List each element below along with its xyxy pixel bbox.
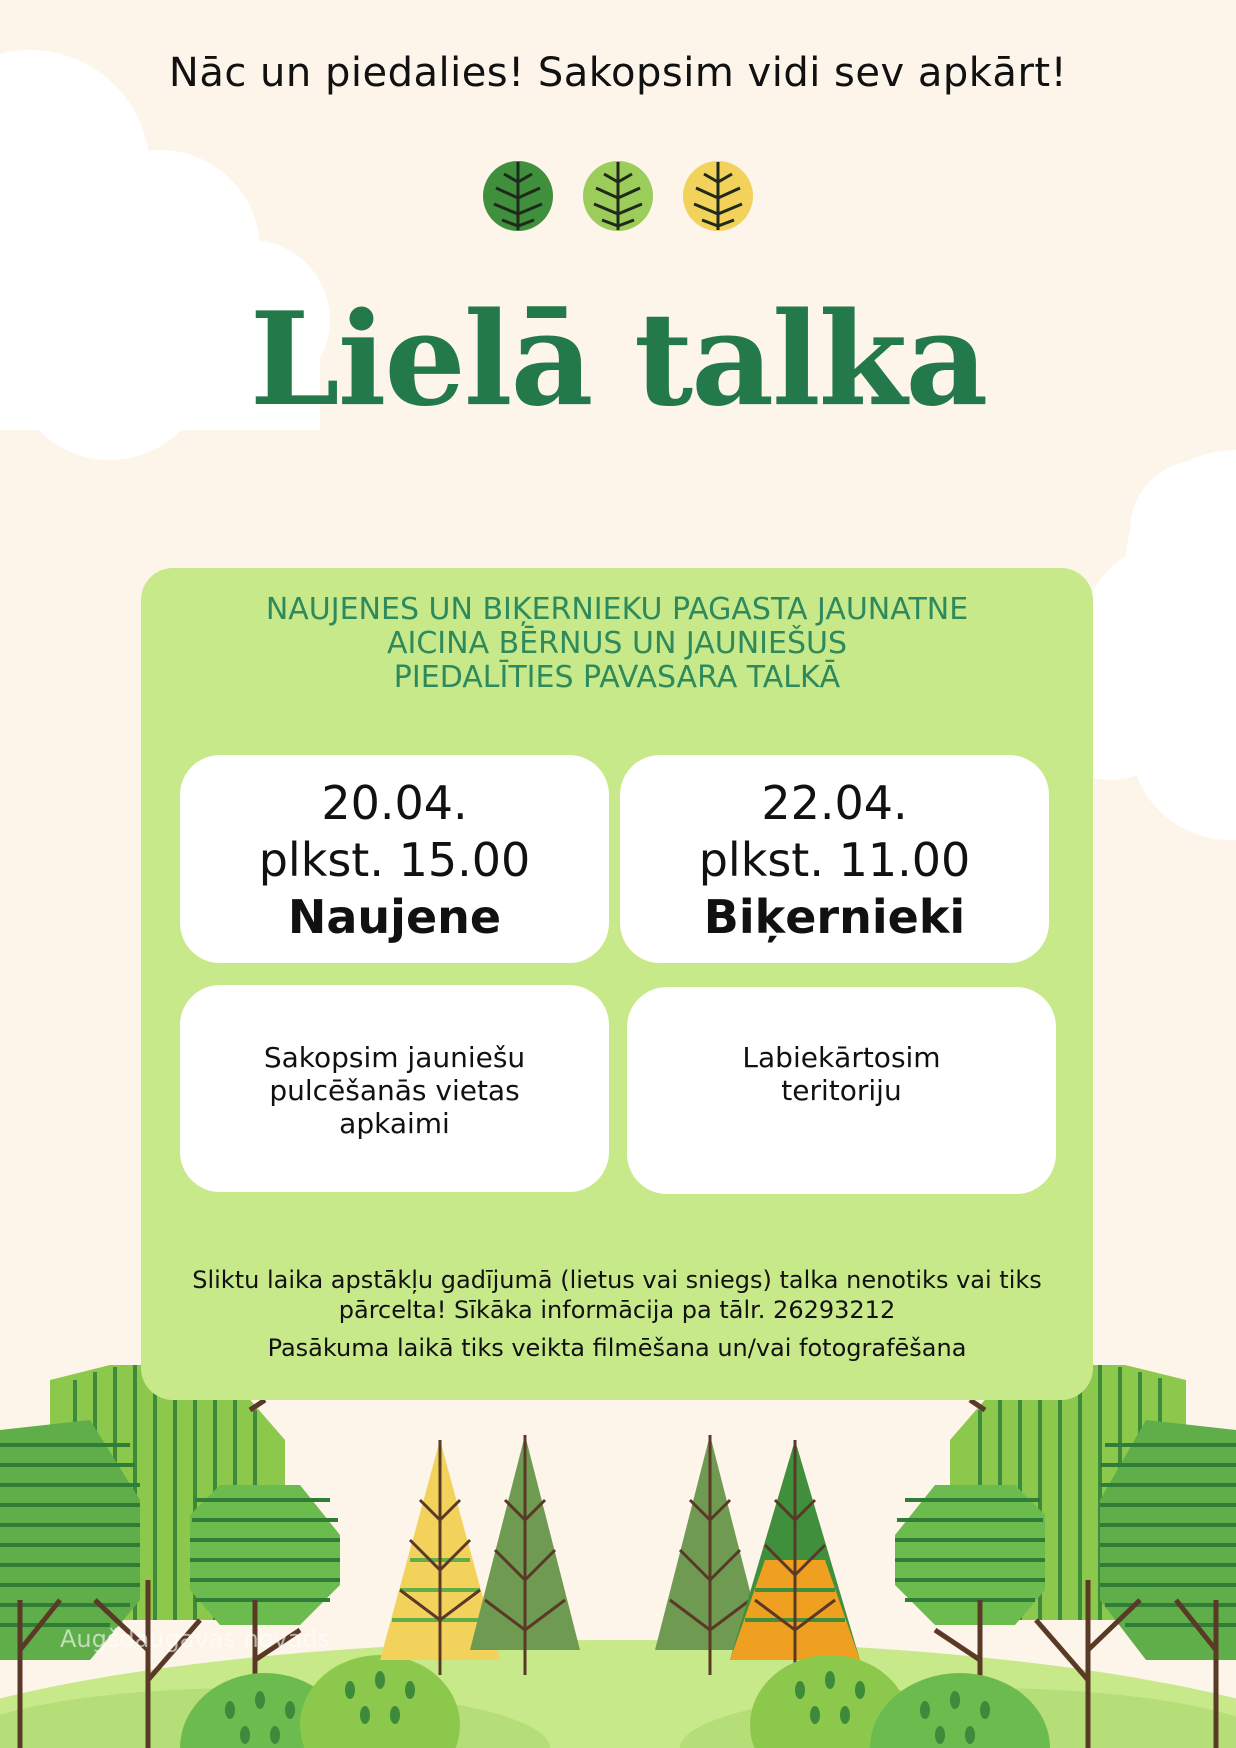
page-title: Lielā talka [249, 285, 987, 435]
tagline: Nāc un piedalies! Sakopsim vidi sev apkārt! [168, 50, 1068, 96]
task-card-bikernieki [627, 987, 1056, 1194]
filming-note: Pasākuma laikā tiks veikta filmēšana un/vai fotografēšana [267, 1334, 967, 1362]
task-line: Sakopsim jauniešu [263, 1041, 526, 1074]
event-place: Biķernieki [703, 890, 966, 944]
event-date: 22.04. [761, 776, 908, 830]
event-place: Naujene [287, 890, 502, 944]
invitation-line-3: PIEDALĪTIES PAVASARA TALKĀ [393, 660, 841, 695]
notes [141, 1265, 1093, 1363]
weather-note-line-1: Sliktu laika apstākļu gadījumā (lietus vai sniegs) talka nenotiks vai tiks [192, 1266, 1042, 1294]
weather-note-line-2: pārcelta! Sīkāka informācija pa tālr. 26293212 [338, 1296, 896, 1324]
event-card-naujene [180, 755, 609, 963]
invitation-text [141, 593, 1093, 695]
yellow-tree-icon [683, 161, 753, 231]
task-line: pulcēšanās vietas [269, 1074, 520, 1107]
event-date: 20.04. [321, 776, 468, 830]
task-line: apkaimi [339, 1107, 450, 1140]
task-card-naujene [180, 985, 609, 1192]
conifer-olive-left [470, 1435, 580, 1675]
event-time: plkst. 11.00 [698, 833, 971, 887]
event-card-bikernieki [620, 755, 1049, 963]
invitation-line-1: NAUJENES UN BIĶERNIEKU PAGASTA JAUNATNE [265, 592, 969, 627]
dark-green-tree-icon [483, 161, 553, 231]
task-line: Labiekārtosim [742, 1041, 941, 1074]
event-time: plkst. 15.00 [258, 833, 531, 887]
light-green-tree-icon [583, 161, 653, 231]
watermark: Augšdaugavas novads [60, 1625, 331, 1653]
task-line: teritoriju [781, 1074, 902, 1107]
tree-left-front [190, 1485, 340, 1625]
tree-right-front [895, 1485, 1045, 1625]
invitation-line-2: AICINA BĒRNUS UN JAUNIEŠUS [386, 626, 848, 661]
conifer-green-orange [730, 1440, 860, 1675]
tree-icons-row [478, 158, 758, 233]
